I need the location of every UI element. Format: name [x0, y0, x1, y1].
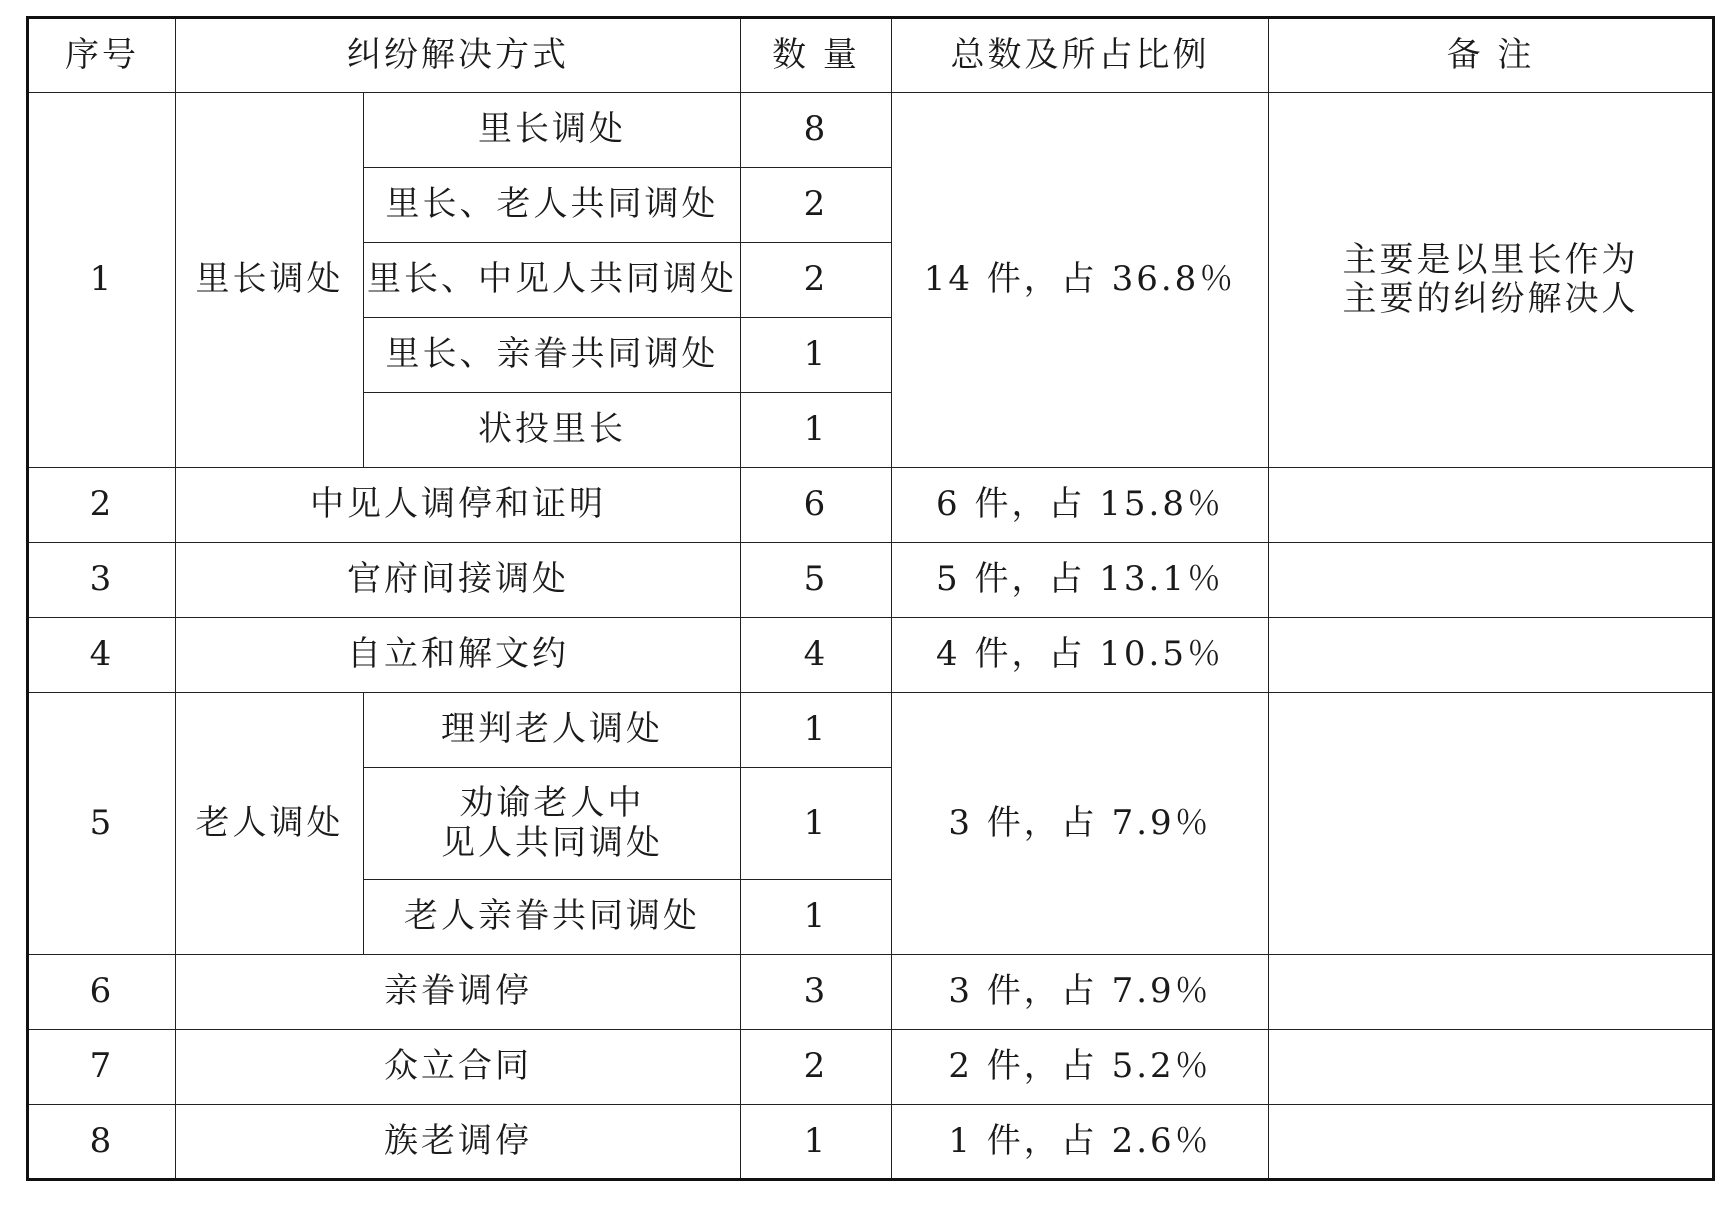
sub-method-line: 劝谕老人中 [459, 783, 645, 824]
row-index: 3 [28, 543, 176, 618]
method-label: 官府间接调处 [176, 543, 741, 618]
remark-cell [1269, 693, 1714, 955]
table-row [28, 543, 1714, 618]
sub-method: 状投里长 [364, 393, 741, 468]
total-ratio: 1 件，占 2.6％ [892, 1105, 1269, 1180]
table-row [28, 955, 1714, 1030]
sub-count: 1 [741, 693, 892, 768]
count-value: 1 [741, 1105, 892, 1180]
remark-cell [1269, 1030, 1714, 1105]
dispute-table-container [26, 16, 1712, 1181]
header-method: 纠纷解决方式 [176, 18, 741, 93]
remark-cell [1269, 543, 1714, 618]
sub-method: 里长、中见人共同调处 [364, 243, 741, 318]
count-value: 2 [741, 1030, 892, 1105]
method-label: 族老调停 [176, 1105, 741, 1180]
sub-count: 1 [741, 318, 892, 393]
row-index: 5 [28, 693, 176, 955]
sub-count: 1 [741, 393, 892, 468]
count-value: 4 [741, 618, 892, 693]
total-ratio: 2 件，占 5.2％ [892, 1030, 1269, 1105]
method-label: 亲眷调停 [176, 955, 741, 1030]
table-header-row [28, 18, 1714, 93]
count-value: 3 [741, 955, 892, 1030]
row-index: 2 [28, 468, 176, 543]
total-ratio: 5 件，占 13.1％ [892, 543, 1269, 618]
sub-method: 里长、老人共同调处 [364, 168, 741, 243]
dispute-resolution-table [26, 16, 1715, 1181]
method-label: 自立和解文约 [176, 618, 741, 693]
total-ratio: 3 件，占 7.9％ [892, 693, 1269, 955]
remark-cell [1269, 1105, 1714, 1180]
count-value: 6 [741, 468, 892, 543]
sub-method-line: 见人共同调处 [441, 822, 663, 863]
method-label: 众立合同 [176, 1030, 741, 1105]
remark-cell [1269, 955, 1714, 1030]
table-row [28, 468, 1714, 543]
total-ratio: 6 件，占 15.8％ [892, 468, 1269, 543]
header-total: 总数及所占比例 [892, 18, 1269, 93]
sub-count: 1 [741, 880, 892, 955]
header-index: 序号 [28, 18, 176, 93]
row-index: 4 [28, 618, 176, 693]
sub-method: 理判老人调处 [364, 693, 741, 768]
row-index: 8 [28, 1105, 176, 1180]
table-row [28, 1105, 1714, 1180]
remark-cell [1269, 468, 1714, 543]
group-label: 老人调处 [176, 693, 364, 955]
sub-count: 1 [741, 768, 892, 880]
sub-count: 2 [741, 168, 892, 243]
remark-line: 主要是以里长作为 [1342, 239, 1639, 280]
sub-method: 老人亲眷共同调处 [364, 880, 741, 955]
remark-cell [1269, 618, 1714, 693]
sub-method: 里长调处 [364, 93, 741, 168]
total-ratio: 3 件，占 7.9％ [892, 955, 1269, 1030]
row-index: 6 [28, 955, 176, 1030]
row-index: 7 [28, 1030, 176, 1105]
remark-line: 主要的纠纷解决人 [1342, 279, 1639, 319]
sub-count: 8 [741, 93, 892, 168]
remark-cell [1269, 93, 1714, 468]
table-row [28, 618, 1714, 693]
table-row [28, 693, 1714, 768]
row-index: 1 [28, 93, 176, 468]
method-label: 中见人调停和证明 [176, 468, 741, 543]
table-row [28, 93, 1714, 168]
table-row [28, 1030, 1714, 1105]
sub-method [364, 768, 741, 880]
group-label: 里长调处 [176, 93, 364, 468]
sub-count: 2 [741, 243, 892, 318]
count-value: 5 [741, 543, 892, 618]
header-remark: 备 注 [1269, 18, 1714, 93]
total-ratio: 14 件，占 36.8％ [892, 93, 1269, 468]
total-ratio: 4 件，占 10.5％ [892, 618, 1269, 693]
header-count: 数 量 [741, 18, 892, 93]
sub-method: 里长、亲眷共同调处 [364, 318, 741, 393]
